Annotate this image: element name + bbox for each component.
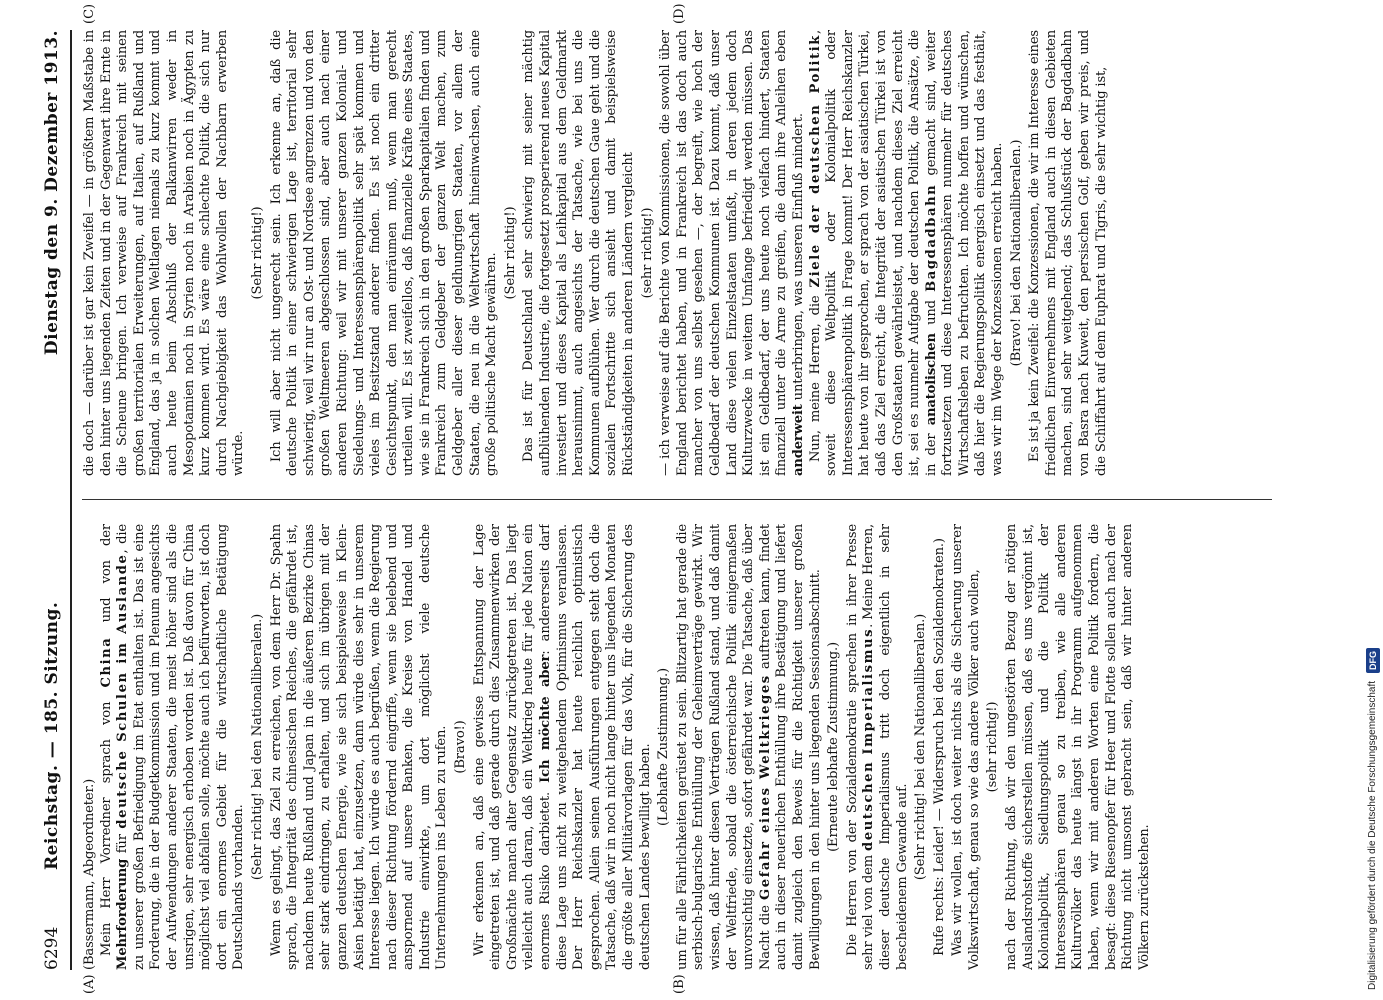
margin-marker-b: (B): [672, 974, 687, 994]
paragraph: nach der Richtung, daß wir den ungestörten Bezug der nötigen Auslandsrohstoffe sicherstellen müssen, daß es uns vergönnt ist, Kolonialpolitik, Siedlungspolitik und die Politik der Interessensphären genau so zu treiben, wie alle anderen Kulturvölker das heute längst in ihr Programm aufgenommen haben, wenn wir mit anderen Worten eine Politik fordern, die besagt: diese Riesenopfer für Heer und Flotte sollen auch nach der Richtung nicht umsonst gebracht sein, daß wir hinter anderen Völkern zurückstehen.: [1004, 524, 1152, 970]
margin-marker-a: (A): [82, 974, 97, 994]
paragraph: Es ist ja kein Zweifel: die Konzessionen, die wir im Interesse eines friedlichen Einvernehmens mit England auch in diesen Gebieten machen, sind sehr weitgehend; das Schlußstück der Bagdadbahn von Basra nach Kuweit, den persischen Golf, geben wir preis, und die Schiffahrt auf dem Euphrat und Tigris, die sehr wichtig ist,: [1027, 30, 1109, 476]
interjection: (Sehr richtig! bei den Nationalliberalen.): [913, 613, 929, 881]
session-title: Reichstag. — 185. Sitzung.: [42, 601, 62, 870]
paragraph: Ich will aber nicht ungerecht sein. Ich erkenne an, daß die deutsche Politik in einer schwierigen Lage ist, territorial sehr schwierig, weil wir nur an Ost- und Nordsee angrenzen und von den großen Weltmeeren abgeschlossen sind, aber auch nach einer anderen Richtung: weil wir mit unserer ganzen Kolonial- und Siedelungs- und Interessensphärenpolitik sehr spät kommen und vieles im Besitzstand anderer finden. Es ist noch ein dritter Gesichtspunkt, den man einräumen muß, wenn man gerecht urteilen will. Es ist zweifellos, daß finanzielle Kräfte eines Staates, wie sie in Frankreich sich in den großen Sparkapitalien finden und Frankreich zum Geldgeber der ganzen Welt machen, zum Geldgeber aller dieser geldhungrigen Staaten, vor allem der Staaten, die neu in die Weltwirtschaft hineinwachsen, auch eine große politische Macht gewähren.: [268, 30, 500, 476]
interjection: Rufe rechts: Leider! — Widerspruch bei den Sozialdemokraten.): [931, 538, 947, 956]
paragraph: Mein Herr Vorredner sprach von China und von der Mehrforderung für deutsche Schulen im Auslande, die zu unserer großen Befriedigung im Etat enthalten ist. Das ist eine Forderung, die in der Budgetkommission und im Plenum angesichts der Aufwendungen anderer Staaten, die meist höher sind als die unsrigen, sehr energisch erhoben worden ist. Daß davon für China möglichst viel abfallen solle, möchte auch ich befürworten, ist doch dort ein enormes Gebiet für die wirtschaftliche Betätigung Deutschlands vorhanden.: [98, 524, 247, 970]
digitization-sidebar: [1365, 10, 1381, 990]
paragraph: — ich verweise auf die Berichte von Kommissionen, die sowohl über England berichtet haben, und in Frankreich ist das doch auch mancher von uns selbst gesehen —, der begreift, wie hoch der Geldbedarf der deutschen Kommunen ist. Dazu kommt, daß unser Land diese vielen Einzelstaaten umfaßt, in deren jedem doch Kulturzwecke in weitem Umfange befriedigt werden müssen. Das ist ein Geldbedarf, der uns heute noch vielfach hindert, Staaten finanziell unter die Arme zu greifen, die dann ihre Anleihen eben anderweit unterbringen, was unseren Einfluß mindert.: [658, 30, 806, 476]
right-column: [82, 30, 1272, 476]
session-date: Dienstag den 9. Dezember 1913.: [42, 30, 62, 356]
margin-marker-c: (C): [82, 3, 97, 24]
paragraph: Was wir wollen, ist doch weiter nichts als die Sicherung unserer Volkswirtschaft, genau so wie das andere Völker auch wollen,: [950, 524, 982, 970]
column-divider: [82, 499, 1272, 500]
sidebar-credit: [1365, 10, 1381, 990]
interjection: (Erneute lebhafte Zustimmung.): [826, 642, 842, 852]
speaker-label: (Bassermann, Abgeordneter.): [82, 778, 97, 970]
paragraph: um für alle Fährlichkeiten gerüstet zu sein. Blitzartig hat gerade die serbisch-bulgarische Enthüllung der Geheimverträge gewirkt. Wir wissen, daß hinter diesen Verträgen Rußland stand, und daß damit der Weltfriede, sobald die österreichische Politik einigermaßen unvorsichtig einsetzte, sofort gefährdet war. Die Tatsache, daß über Nacht die Gefahr eines Weltkrieges auftreten kann, findet auch in dieser neuerlichen Enthüllung ihre Bestätigung und liefert damit zugleich den Beweis für die Richtigkeit unserer großen Bewilligungen in den hinter uns liegenden Sessionsabschnitt.: [674, 524, 823, 970]
paragraph: Nun, meine Herren, die Ziele der deutschen Politik, soweit diese Weltpolitik oder Kolonialpolitik oder Interessensphärenpolitik in Frage kommt! Der Herr Reichskanzler hat heute von ihr gesprochen, er sprach von der asiatischen Türkei, daß das Ziel erreicht, die Integrität der asiatischen Türkei ist von den Großstaaten gewährleistet, und nachdem dieses Ziel erreicht ist, sei es nunmehr Aufgabe der deutschen Politik, die Ansätze, die in der anatolischen und Bagdadbahn gemacht sind, weiter fortzusetzen und diese Interessensphären nunmehr für deutsches Wirtschaftsleben zu befruchten. Ich möchte hoffen und wünschen, daß hier die Regierungspolitik energisch einsetzt und das festhält, was wir im Wege der Konzessionen erreicht haben.: [807, 30, 1006, 476]
page-number: 6294: [42, 926, 62, 970]
paragraph: Wir erkennen an, daß eine gewisse Entspannung der Lage eingetreten ist, und daß gerade durch dies Zusammenwirken der Großmächte manch alter Gegensatz zurückgetreten ist. Das liegt vielleicht auch daran, daß ein Weltkrieg heute für jede Nation ein enormes Risiko darbietet. Ich möchte aber: andererseits darf diese Lage uns nicht zu weitgehendem Optimismus veranlassen. Der Herr Reichskanzler hat heute reichlich optimistisch gesprochen. Allein seinen Ausführungen entgegen steht doch die Tatsache, daß wir in noch nicht lange hinter uns liegenden Monaten die größte aller Militärvorlagen für das Volk, für die Sicherung des deutschen Landes bewilligt haben.: [471, 524, 653, 970]
interjection: (Bravo! bei den Nationalliberalen.): [1008, 139, 1024, 367]
paragraph: Das ist für Deutschland sehr schwierig mit seiner mächtig aufblühenden Industrie, die fortgesetzt prosperierend neues Kapital investiert und dieses Kapital als Leihkapital aus dem Geldmarkt herausnimmt, auch angesichts der Tatsache, wie bei uns die Kommunen aufblühen. Wer durch die deutschen Gaue geht und die sozialen Fortschritte sich ansieht und damit beispielsweise Rückständigkeiten in anderen Ländern vergleicht: [521, 30, 636, 476]
margin-marker-d: (D): [672, 3, 687, 24]
interjection: (Sehr richtig!): [502, 206, 518, 300]
paragraph: Die Herren von der Sozialdemokratie sprechen in ihrer Presse sehr viel von dem deutschen Imperialismus. Meine Herren, dieser deutsche Imperialismus tritt doch eigentlich in sehr bescheidenem Gewande auf.: [844, 524, 910, 970]
interjection: (sehr richtig!): [639, 207, 655, 299]
credit-text: Digitalisierung gefördert durch die Deutsche Forschungsgemeinschaft: [1367, 680, 1378, 990]
dfg-logo-icon: DFG: [1366, 648, 1380, 673]
interjection: (Sehr richtig! bei den Nationalliberalen.): [249, 613, 265, 881]
interjection: (Lebhafte Zustimmung.): [656, 668, 672, 826]
interjection: (Sehr richtig!): [249, 206, 265, 300]
interjection: (Bravo!): [453, 720, 469, 774]
text-columns: [82, 3, 1272, 994]
interjection: (sehr richtig!): [985, 701, 1001, 793]
page-header: [36, 30, 72, 970]
left-column: [82, 524, 1272, 970]
paragraph: Wenn es gelingt, das Ziel zu erreichen, von dem Herr Dr. Spahn sprach, die Integrität des chinesischen Reiches, die gefährdet ist, nachdem heute Rußland und Japan in die äußeren Bezirke Chinas sehr stark eindringen, zu erhalten, und sich im übrigen mit der ganzen deutschen Energie, wie sie sich beispielsweise in Klein-Asien betätigt hat, einzusetzen, dann würde dies sehr in unserem Interesse liegen. Ich würde es auch begrüßen, wenn die Regierung nach dieser Richtung fördernd eingriffe, wenn sie belebend und anspornend auf unsere Banken, die Kreise von Handel und Industrie einwirkte, um dort möglichst viele deutsche Unternehmungen ins Leben zu rufen.: [268, 524, 450, 970]
paragraph: die doch — darüber ist gar kein Zweifel — in größtem Maßstabe in den hinter uns liegenden Zeiten und in der Gegenwart ihre Ernte in die Scheune bringen. Ich verweise auf Frankreich mit seinen großen territorialen Erweiterungen, auf Italien, auf Rußland und England, das ja in solchen Weltlagen niemals zu kurz kommt und auch heute beim Abschluß der Balkanwirren weder in Mesopotamien noch in Syrien noch in Arabien noch in Ägypten zu kurz kommen wird. Es wäre eine schlechte Politik, die sich nur durch Nachgiebigkeit das Wohlwollen der Nachbarn erwerben würde.: [82, 30, 247, 476]
